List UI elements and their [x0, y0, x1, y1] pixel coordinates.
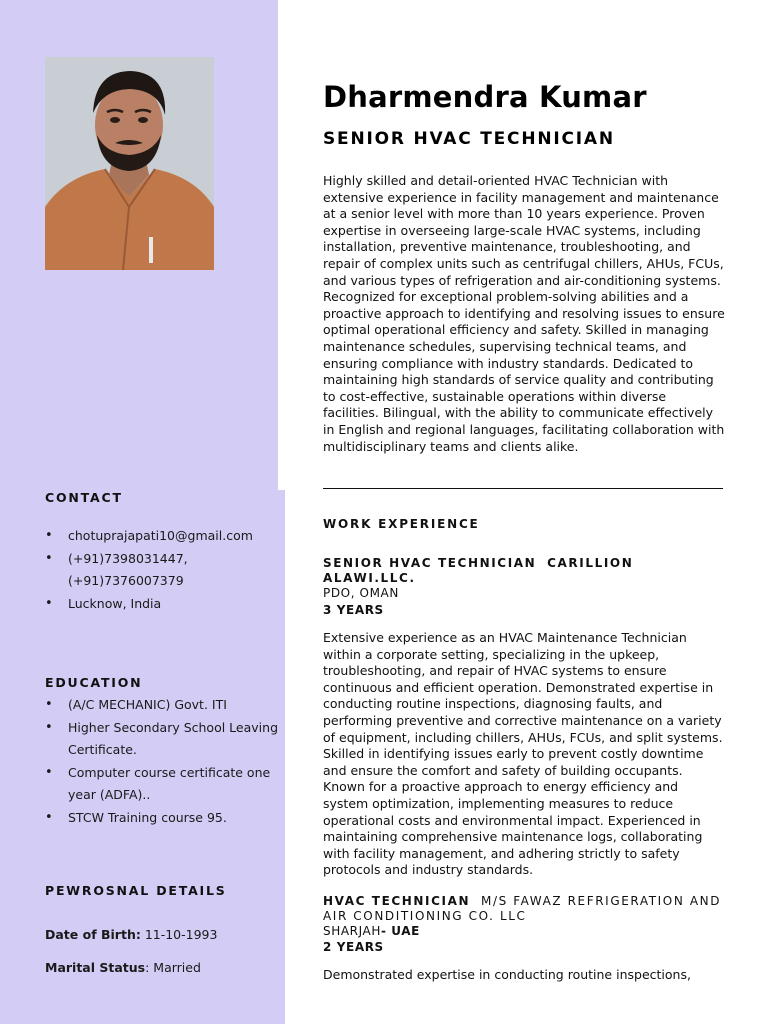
- job-title: [323, 894, 723, 924]
- job-location: SHARJAH- UAE: [323, 924, 420, 938]
- job-title: [323, 556, 723, 586]
- marital-status: [45, 960, 201, 975]
- education-item: • Computer course certificate one year (ADFA)..: [45, 762, 280, 807]
- job-title-heading: SENIOR HVAC TECHNICIAN: [323, 129, 615, 149]
- job-role: HVAC TECHNICIAN: [323, 894, 471, 908]
- job-duration: 3 YEARS: [323, 603, 384, 617]
- contact-list: [45, 525, 280, 615]
- contact-email[interactable]: • chotuprajapati10@gmail.com: [45, 525, 280, 548]
- education-item: • (A/C MECHANIC) Govt. ITI: [45, 694, 280, 717]
- personal-details-heading: PEWROSNAL DETAILS: [45, 883, 227, 898]
- education-list: [45, 694, 280, 829]
- date-of-birth: [45, 927, 217, 942]
- person-name: Dharmendra Kumar: [323, 80, 647, 114]
- marital-status-label: Marital Status: [45, 960, 146, 975]
- profile-photo: [45, 57, 214, 270]
- education-item: • Higher Secondary School Leaving Certificate.: [45, 717, 280, 762]
- contact-phone[interactable]: • (+91)7398031447, (+91)7376007379: [45, 548, 280, 593]
- job-company: M/S FAWAZ REFRIGERATION AND AIR CONDITIONING CO. LLC: [323, 894, 722, 923]
- marital-status-value: : Married: [145, 960, 201, 975]
- job-role: SENIOR HVAC TECHNICIAN: [323, 556, 537, 570]
- date-of-birth-label: Date of Birth:: [45, 927, 141, 942]
- job-description: Extensive experience as an HVAC Maintenance Technician within a corporate setting, specializing in the upkeep, troubleshooting, and repair of HVAC systems to ensure continuous and efficient operation. Demonstrated expertise in conducting routine inspections, diagnosing faults, and performing preventive and corrective maintenance on a variety of equipment, including chillers, AHUs, FCUs, and split systems. Skilled in identifying issues early to prevent costly downtime and ensure the comfort and safety of building occupants. Known for a proactive approach to energy efficiency and system optimization, implementing measures to reduce operational costs and environmental impact. Experienced in maintaining comprehensive maintenance logs, collaborating with facility management, and adhering strictly to safety protocols and industry standards.: [323, 630, 723, 878]
- job-description: Demonstrated expertise in conducting routine inspections,: [323, 967, 691, 982]
- contact-heading: CONTACT: [45, 490, 123, 505]
- section-divider: [323, 488, 723, 489]
- education-item: • STCW Training course 95.: [45, 807, 280, 830]
- contact-location: • Lucknow, India: [45, 593, 280, 616]
- job-location: PDO, OMAN: [323, 586, 399, 600]
- job-duration: 2 YEARS: [323, 940, 384, 954]
- education-heading: EDUCATION: [45, 675, 143, 690]
- date-of-birth-value: 11-10-1993: [140, 927, 218, 942]
- profile-summary: Highly skilled and detail-oriented HVAC Technician with extensive experience in facility management and maintenance at a senior level with more than 10 years experience. Proven expertise in overseeing large-scale HVAC systems, including installation, preventive maintenance, troubleshooting, and repair of complex units such as centrifugal chillers, AHUs, FCUs, and various types of refrigeration and air-conditioning systems. Recognized for exceptional problem-solving abilities and a proactive approach to identifying and resolving issues to ensure optimal operational efficiency and safety. Skilled in managing maintenance schedules, supervising technical teams, and ensuring compliance with industry standards. Dedicated to maintaining high standards of service quality and contributing to cost-effective, sustainable operations within diverse facilities. Bilingual, with the ability to communicate effectively in English and regional languages, facilitating collaboration with multidisciplinary teams and clients alike.: [323, 173, 725, 454]
- job-company: CARILLION ALAWI.LLC.: [323, 556, 634, 585]
- work-experience-heading: WORK EXPERIENCE: [323, 517, 480, 531]
